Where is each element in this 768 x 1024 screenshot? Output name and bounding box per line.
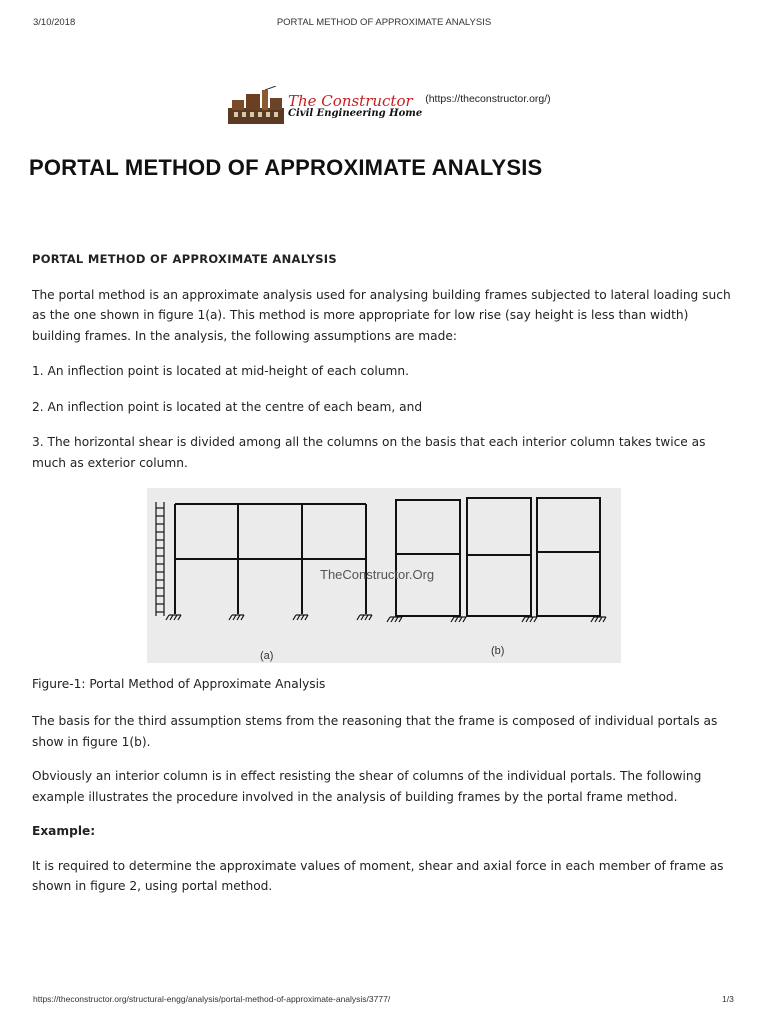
logo-name: The Constructor <box>288 91 413 110</box>
article-body-continued <box>32 711 738 897</box>
assumption-3: 3. The horizontal shear is divided among all the columns on the basis that each interior column takes twice as much as exterior column. <box>32 435 706 470</box>
logo-tagline: Civil Engineering Home <box>288 107 423 119</box>
example-heading: Example: <box>32 824 96 838</box>
lateral-load-icon <box>156 502 164 616</box>
print-date: 3/10/2018 <box>33 17 76 28</box>
article-body <box>32 249 738 473</box>
logo-url-link[interactable]: (https://theconstructor.org/) <box>425 93 551 105</box>
print-page-number: 1/3 <box>722 994 734 1004</box>
example-paragraph: It is required to determine the approximate values of moment, shear and axial force in each member of frame as shown in figure 2, using portal method. <box>32 858 724 893</box>
frame-a <box>175 504 366 614</box>
assumption-1: 1. An inflection point is located at mid-height of each column. <box>32 364 409 378</box>
assumption-2: 2. An inflection point is located at the centre of each beam, and <box>32 399 423 414</box>
page-title: PORTAL METHOD OF APPROXIMATE ANALYSIS <box>29 155 543 180</box>
logo-building-icon <box>226 86 286 126</box>
site-logo[interactable] <box>226 86 551 126</box>
figure-watermark: TheConstructor.Org <box>320 567 435 582</box>
basis-paragraph: The basis for the third assumption stems from the reasoning that the frame is composed of individual portals as show in figure 1(b). <box>32 714 718 749</box>
intro-paragraph: The portal method is an approximate analysis used for analysing building frames subjected to lateral loading such as the one shown in figure 1(a). This method is more appropriate for low rise (say height is less than width) building frames. In the analysis, the following assumptions are made: <box>32 287 731 343</box>
figure-caption: Figure-1: Portal Method of Approximate Analysis <box>32 677 326 691</box>
interior-paragraph: Obviously an interior column is in effect resisting the shear of columns of the individual portals. The following example illustrates the procedure involved in the analysis of building frames by the portal frame method. <box>32 769 702 804</box>
section-title: PORTAL METHOD OF APPROXIMATE ANALYSIS <box>32 252 337 266</box>
print-header-title: PORTAL METHOD OF APPROXIMATE ANALYSIS <box>276 17 492 28</box>
frame-diagram <box>147 488 621 663</box>
figure-label-b: (b) <box>491 645 505 657</box>
print-footer-url: https://theconstructor.org/structural-engg/analysis/portal-method-of-approximate-analysis/3777/ <box>33 994 391 1004</box>
figure-label-a: (a) <box>260 650 274 662</box>
figure-portal-frames <box>147 488 621 663</box>
frame-b-portals <box>396 498 600 616</box>
